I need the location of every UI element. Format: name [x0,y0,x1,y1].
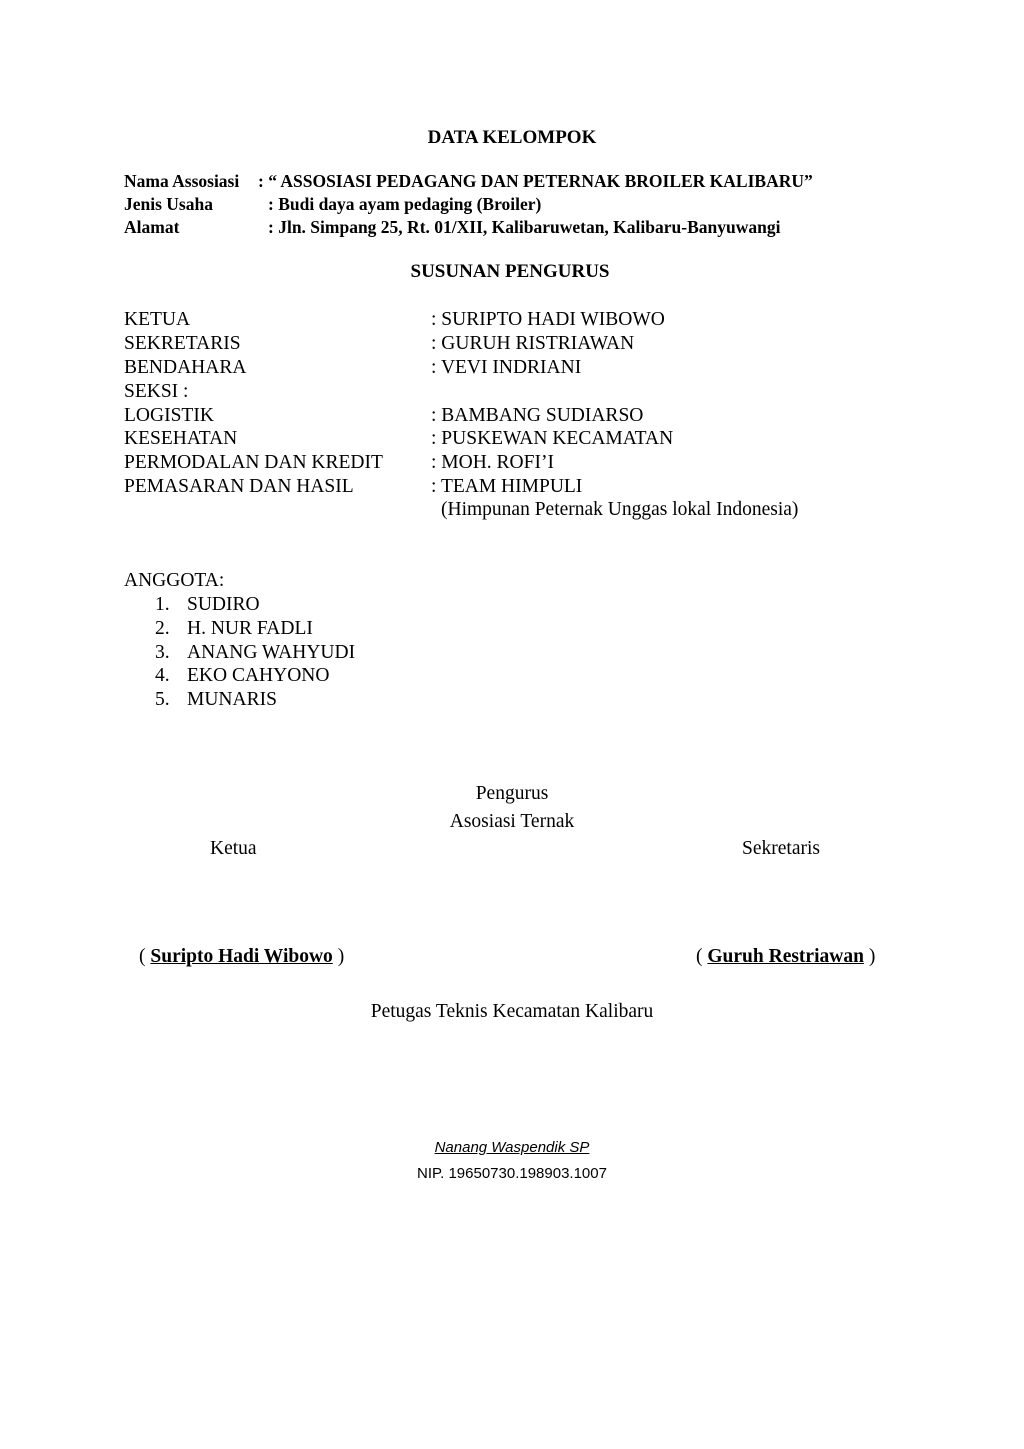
role-name: : MOH. ROFI’I [431,452,554,473]
list-item [155,617,313,641]
ketua-signature-name [139,946,344,968]
paren-open: ( [139,946,151,967]
info-value-nama: : “ ASSOSIASI PEDAGANG DAN PETERNAK BROILER KALIBARU” [258,171,813,191]
member-name: H. NUR FADLI [187,618,313,639]
sekretaris-name: Guruh Restriawan [707,946,864,967]
list-item [155,664,329,688]
member-name: EKO CAHYONO [187,665,330,686]
list-number: 2. [155,618,170,639]
pengurus-title: SUSUNAN PENGURUS [410,261,610,282]
list-item [155,688,277,712]
petugas-title: Petugas Teknis Kecamatan Kalibaru [370,1001,654,1022]
petugas-name: Nanang Waspendik SP [434,1139,590,1156]
role-label: BENDAHARA [124,357,247,378]
himpuli-note: (Himpunan Peternak Unggas lokal Indonesia) [441,499,799,520]
info-value-jenis: : Budi daya ayam pedaging (Broiler) [268,194,542,214]
role-label: KESEHATAN [124,428,238,449]
ketua-title: Ketua [210,838,257,859]
list-number: 3. [155,642,170,663]
document-title: DATA KELOMPOK [427,127,597,148]
sekretaris-title: Sekretaris [742,838,820,859]
role-label: PERMODALAN DAN KREDIT [124,452,383,473]
list-item [155,593,260,617]
list-number: 5. [155,689,170,710]
sekretaris-signature-name [696,946,875,968]
pengurus-caption: Pengurus [475,783,549,804]
role-label: PEMASARAN DAN HASIL [124,476,354,497]
asosiasi-caption: Asosiasi Ternak [449,811,575,832]
role-name: : PUSKEWAN KECAMATAN [431,428,674,449]
member-name: ANANG WAHYUDI [187,642,356,663]
list-item [155,641,355,665]
role-name: : SURIPTO HADI WIBOWO [431,309,665,330]
role-name: : BAMBANG SUDIARSO [431,405,644,426]
list-number: 1. [155,594,170,615]
role-label: KETUA [124,309,191,330]
role-name: : TEAM HIMPULI [431,476,583,497]
info-label-alamat: Alamat [124,217,180,237]
list-number: 4. [155,665,170,686]
info-label-jenis: Jenis Usaha [124,194,213,214]
anggota-title: ANGGOTA: [124,570,225,591]
petugas-nip: NIP. 19650730.198903.1007 [417,1165,607,1182]
paren-close: ) [332,946,345,967]
role-label: SEKRETARIS [124,333,241,354]
role-name: : GURUH RISTRIAWAN [431,333,635,354]
member-name: MUNARIS [187,689,277,710]
info-value-alamat: : Jln. Simpang 25, Rt. 01/XII, Kalibaruwetan, Kalibaru-Banyuwangi [268,217,781,237]
ketua-name: Suripto Hadi Wibowo [150,946,333,967]
role-name: : VEVI INDRIANI [431,357,582,378]
seksi-label: SEKSI : [124,381,189,402]
paren-open: ( [696,946,708,967]
role-label: LOGISTIK [124,405,214,426]
info-label-nama: Nama Assosiasi [124,171,240,191]
paren-close: ) [863,946,876,967]
member-name: SUDIRO [187,594,260,615]
